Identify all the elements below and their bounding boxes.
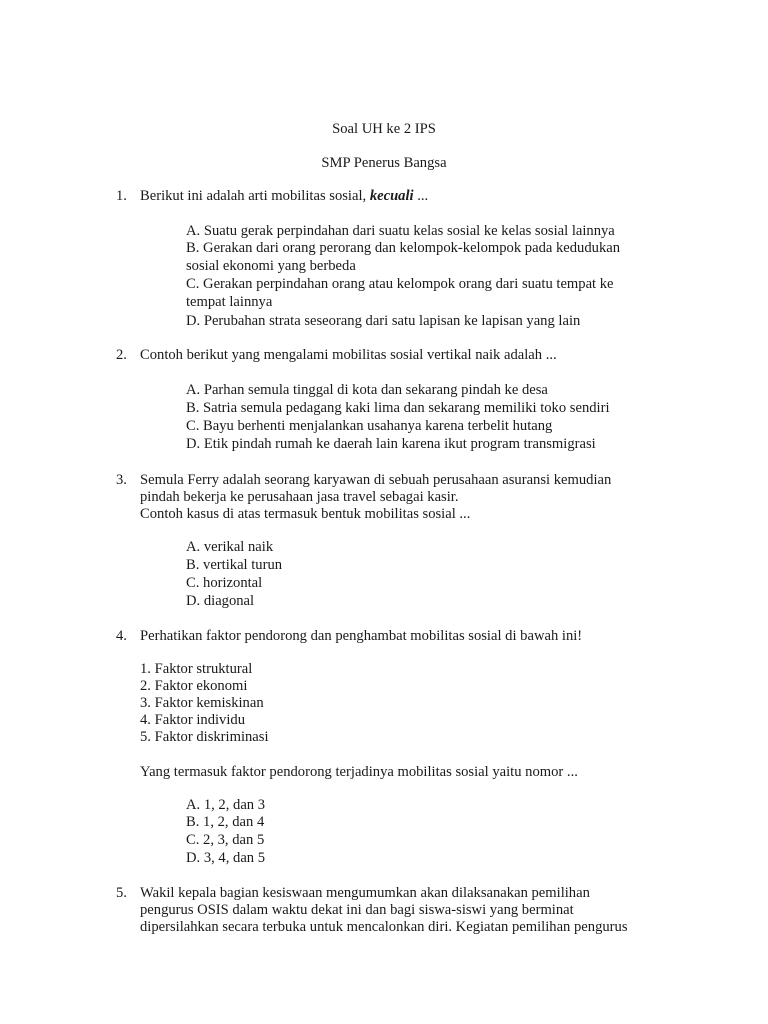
question-2-option-b: B. Satria semula pedagang kaki lima dan sekarang memiliki toko sendiri — [186, 400, 610, 416]
question-4-factor-2: 2. Faktor ekonomi — [140, 678, 248, 694]
question-2-option-c: C. Bayu berhenti menjalankan usahanya karena terbelit hutang — [186, 418, 553, 434]
document-title: Soal UH ke 2 IPS — [332, 121, 436, 137]
question-4-factor-1: 1. Faktor struktural — [140, 661, 253, 677]
question-3-line-3: Contoh kasus di atas termasuk bentuk mobilitas sosial ... — [140, 506, 471, 522]
question-2-option-a: A. Parhan semula tinggal di kota dan sekarang pindah ke desa — [186, 382, 548, 398]
question-3-option-c: C. horizontal — [186, 575, 263, 591]
question-4-factor-4: 4. Faktor individu — [140, 712, 245, 728]
question-1-option-b: B. Gerakan dari orang perorang dan kelompok-kelompok pada kedudukan — [186, 240, 621, 256]
question-2-option-d: D. Etik pindah rumah ke daerah lain karena ikut program transmigrasi — [186, 436, 596, 452]
question-1-option-a: A. Suatu gerak perpindahan dari suatu kelas sosial ke kelas sosial lainnya — [186, 223, 615, 239]
question-4-number: 4. — [116, 628, 127, 644]
question-1-option-c: C. Gerakan perpindahan orang atau kelompok orang dari suatu tempat ke — [186, 276, 614, 292]
question-4-option-d: D. 3, 4, dan 5 — [186, 850, 266, 866]
question-5-line-1: Wakil kepala bagian kesiswaan mengumumkan akan dilaksanakan pemilihan — [140, 885, 590, 901]
question-4-text: Perhatikan faktor pendorong dan penghambat mobilitas sosial di bawah ini! — [140, 628, 583, 644]
question-3-line-1: Semula Ferry adalah seorang karyawan di sebuah perusahaan asuransi kemudian — [140, 472, 612, 488]
question-3-number: 3. — [116, 472, 127, 488]
question-1-option-d: D. Perubahan strata seseorang dari satu lapisan ke lapisan yang lain — [186, 313, 581, 329]
question-5-line-2: pengurus OSIS dalam waktu dekat ini dan bagi siswa-siswi yang berminat — [140, 902, 574, 918]
question-1-option-b-cont: sosial ekonomi yang berbeda — [186, 258, 356, 274]
question-2-number: 2. — [116, 347, 127, 363]
question-1-emphasis: kecuali — [369, 188, 414, 204]
question-1-option-c-cont: tempat lainnya — [186, 294, 273, 310]
question-4-prompt: Yang termasuk faktor pendorong terjadinya mobilitas sosial yaitu nomor ... — [140, 764, 578, 780]
question-4-factor-5: 5. Faktor diskriminasi — [140, 729, 269, 745]
question-2-text: Contoh berikut yang mengalami mobilitas sosial vertikal naik adalah ... — [140, 347, 557, 363]
question-4-option-b: B. 1, 2, dan 4 — [186, 814, 265, 830]
question-1-text: Berikut ini adalah arti mobilitas sosial, kecuali ... — [140, 188, 429, 204]
question-5-line-3: dipersilahkan secara terbuka untuk mencalonkan diri. Kegiatan pemilihan pengurus — [140, 919, 628, 935]
question-1-number: 1. — [116, 188, 127, 204]
question-5-number: 5. — [116, 885, 127, 901]
question-4-factor-3: 3. Faktor kemiskinan — [140, 695, 264, 711]
question-3-option-d: D. diagonal — [186, 593, 255, 609]
question-3-line-2: pindah bekerja ke perusahaan jasa travel sebagai kasir. — [140, 489, 459, 505]
school-name: SMP Penerus Bangsa — [321, 155, 447, 171]
question-4-option-c: C. 2, 3, dan 5 — [186, 832, 265, 848]
question-3-option-a: A. verikal naik — [186, 539, 274, 555]
question-3-option-b: B. vertikal turun — [186, 557, 283, 573]
question-4-option-a: A. 1, 2, dan 3 — [186, 797, 266, 813]
